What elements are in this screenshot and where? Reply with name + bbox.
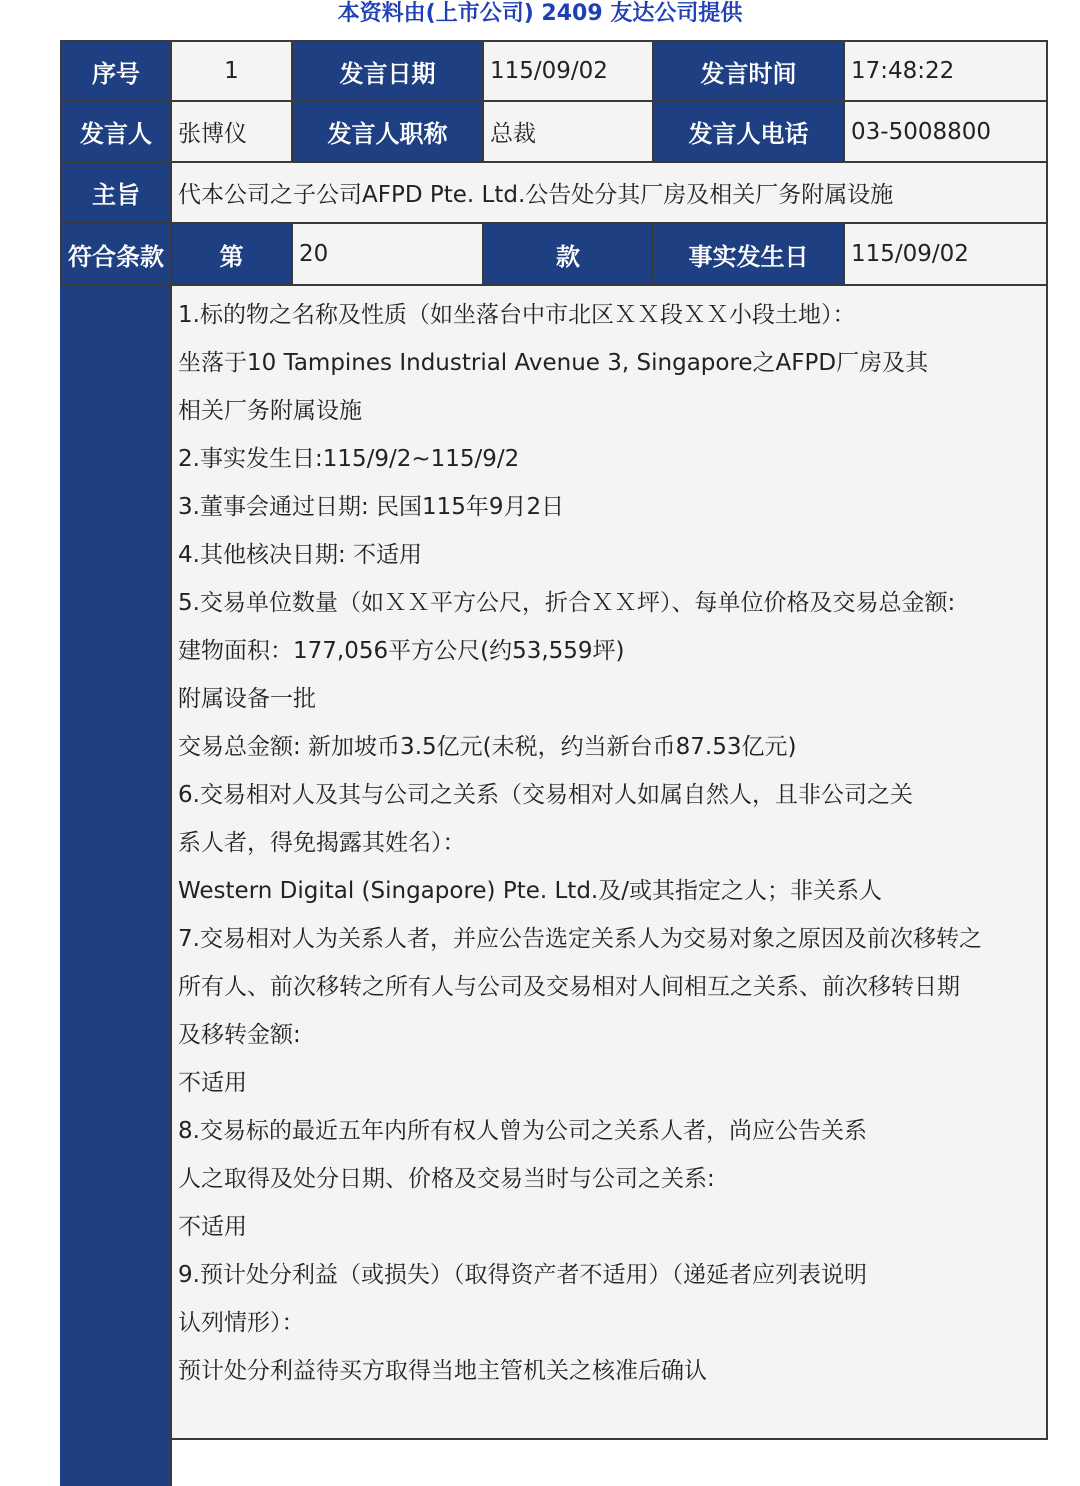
detail-line: 建物面积：177,056平方公尺(约53,559坪) (178, 638, 625, 664)
detail-line: 附属设备一批 (178, 686, 316, 712)
detail-line: 6.交易相对人及其与公司之关系（交易相对人如属自然人，且非公司之关 (178, 782, 913, 808)
speaker-title-value: 总裁 (484, 102, 654, 163)
time-label: 发言时间 (654, 40, 845, 102)
clause-di-label: 第 (172, 224, 293, 286)
date-label: 发言日期 (293, 40, 484, 102)
detail-line: 预计处分利益待买方取得当地主管机关之核准后确认 (178, 1358, 707, 1384)
page-title: 本资料由(上市公司) 2409 友达公司提供 (337, 1, 743, 26)
subject-value: 代本公司之子公司AFPD Pte. Ltd.公告处分其厂房及相关厂务附属设施 (172, 163, 1048, 224)
details-label-column (60, 286, 172, 1486)
detail-line: 不适用 (178, 1214, 247, 1240)
table-right-border (1046, 40, 1048, 1440)
detail-line: 坐落于10 Tampines Industrial Avenue 3, Singapore之AFPD厂房及其 (178, 350, 929, 376)
detail-line: 不适用 (178, 1070, 247, 1096)
time-value: 17:48:22 (845, 40, 1048, 102)
detail-line: 8.交易标的最近五年内所有权人曾为公司之关系人者，尚应公告关系 (178, 1118, 867, 1144)
detail-line: 5.交易单位数量（如ＸＸ平方公尺，折合ＸＸ坪）、每单位价格及交易总金额: (178, 590, 956, 616)
speaker-phone-value: 03-5008800 (845, 102, 1048, 163)
detail-line: 认列情形）： (178, 1310, 305, 1336)
fact-date-label: 事实发生日 (654, 224, 845, 286)
speaker-phone-label: 发言人电话 (654, 102, 845, 163)
clause-number-value: 20 (293, 224, 484, 286)
detail-line: 1.标的物之名称及性质（如坐落台中市北区ＸＸ段ＸＸ小段土地）： (178, 302, 856, 328)
date-value: 115/09/02 (484, 40, 654, 102)
detail-line: 所有人、前次移转之所有人与公司及交易相对人间相互之关系、前次移转日期 (178, 974, 960, 1000)
detail-line: 3.董事会通过日期: 民国115年9月2日 (178, 494, 565, 520)
clause-label: 符合条款 (60, 224, 172, 286)
serial-value: 1 (172, 40, 293, 102)
detail-line: 4.其他核决日期: 不适用 (178, 542, 423, 568)
detail-line: Western Digital (Singapore) Pte. Ltd.及/或其指定之人；非关系人 (178, 878, 882, 904)
detail-line: 2.事实发生日:115/9/2~115/9/2 (178, 446, 520, 472)
serial-label: 序号 (60, 40, 172, 102)
detail-line: 相关厂务附属设施 (178, 398, 362, 424)
subject-label: 主旨 (60, 163, 172, 224)
fact-date-value: 115/09/02 (845, 224, 1048, 286)
detail-line: 人之取得及处分日期、价格及交易当时与公司之关系: (178, 1166, 715, 1192)
speaker-title-label: 发言人职称 (293, 102, 484, 163)
details-content (172, 291, 1052, 1395)
detail-line: 交易总金额: 新加坡币3.5亿元(未税，约当新台币87.53亿元) (178, 734, 797, 760)
speaker-value: 张博仪 (172, 102, 293, 163)
detail-line: 7.交易相对人为关系人者，并应公告选定关系人为交易对象之原因及前次移转之 (178, 926, 982, 952)
detail-line: 及移转金额: (178, 1022, 301, 1048)
detail-line: 系人者，得免揭露其姓名）： (178, 830, 466, 856)
speaker-label: 发言人 (60, 102, 172, 163)
clause-kuan-label: 款 (484, 224, 654, 286)
detail-line: 9.预计处分利益（或损失）（取得资产者不适用）（递延者应列表说明 (178, 1262, 867, 1288)
